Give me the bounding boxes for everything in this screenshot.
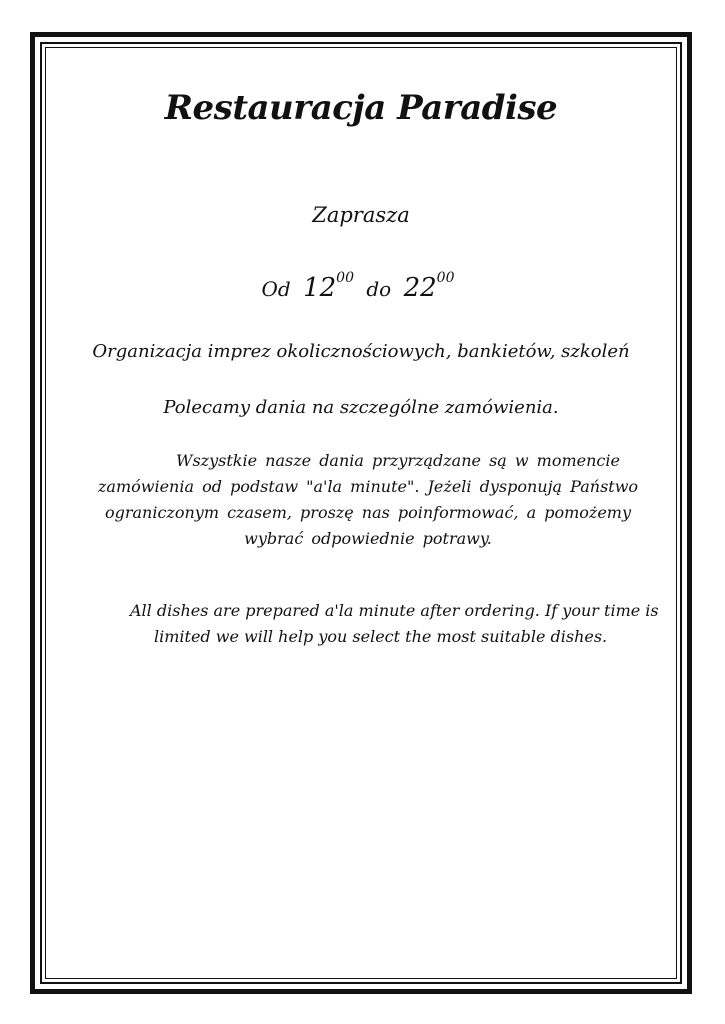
paragraph-polish-line: ograniczonym czasem, proszę nas poinformować, a pomożemy (104, 503, 631, 522)
hours-to-hour: 22 (403, 273, 437, 303)
hours-from-minutes: 00 (336, 270, 354, 286)
hours-from-hour: 12 (303, 273, 337, 303)
paragraph-english-line: limited we will help you select the most suitable dishes. (154, 627, 608, 646)
hours-to-minutes: 00 (436, 270, 455, 286)
hours-to-label: do (366, 277, 392, 301)
document-title: Restauracja Paradise (164, 88, 558, 128)
paragraph-polish (98, 448, 638, 552)
opening-hours (50, 270, 672, 303)
paragraph-polish-line: wybrać odpowiednie potrawy. (244, 529, 492, 548)
recommend-line: Polecamy dania na szczególne zamówienia. (163, 397, 559, 418)
invite-text: Zaprasza (312, 203, 410, 227)
events-line: Organizacja imprez okolicznościowych, bankietów, szkoleń (92, 341, 630, 362)
paragraph-english (130, 598, 670, 650)
paragraph-polish-line: zamówienia od podstaw "a'la minute". Jeżeli dysponują Państwo (98, 477, 639, 496)
paragraph-polish-line: Wszystkie nasze dania przyrządzane są w momencie (176, 451, 620, 470)
paragraph-english-line: All dishes are prepared a'la minute after ordering. If your time is (130, 601, 659, 620)
hours-from-label: Od (261, 277, 291, 301)
